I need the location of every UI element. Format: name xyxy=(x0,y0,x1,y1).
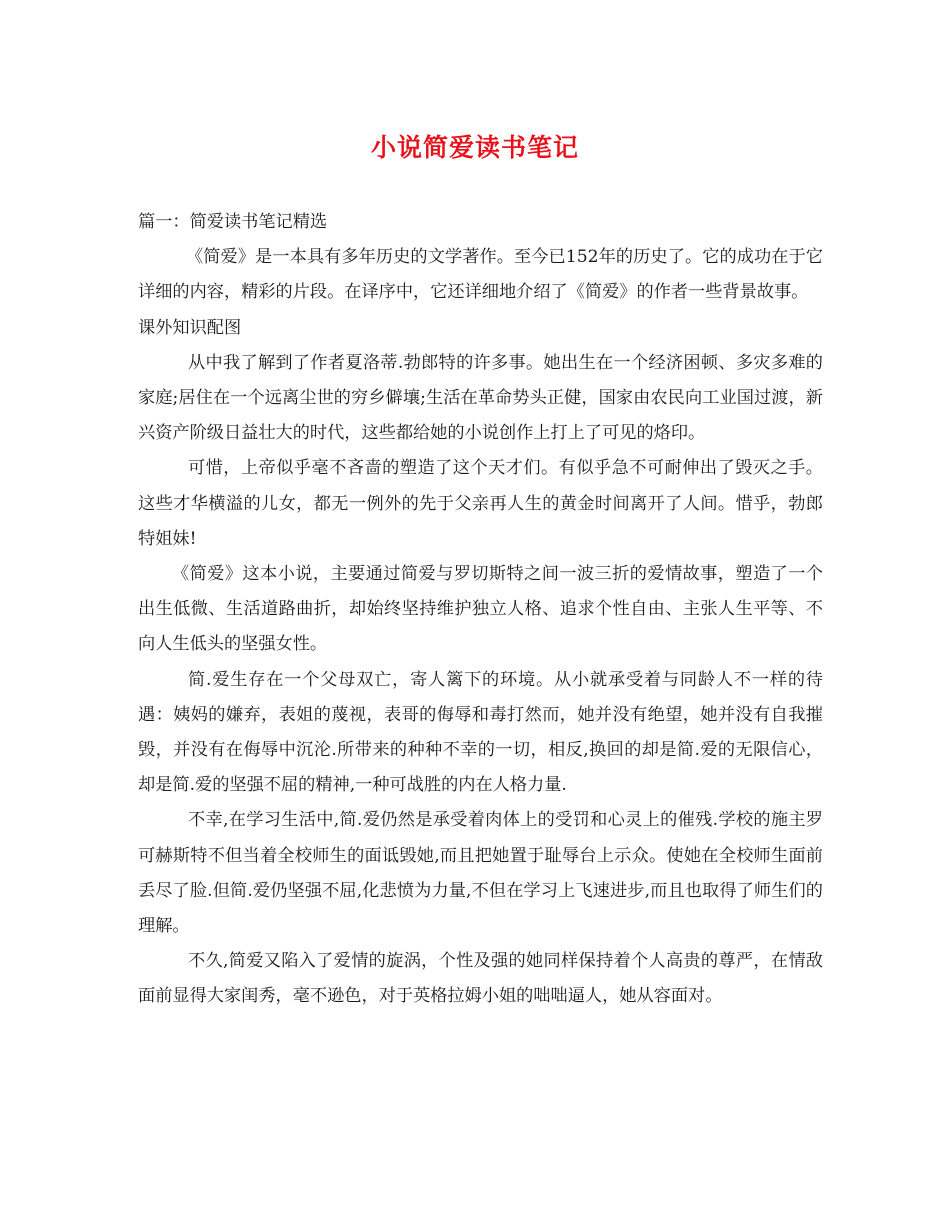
paragraph-7: 不久,简爱又陷入了爱情的旋涡，个性及强的她同样保持着个人高贵的尊严，在情敌面前显得大家闺秀，毫不逊色，对于英格拉姆小姐的咄咄逼人，她从容面对。 xyxy=(138,951,823,1007)
paragraph-6: 不幸,在学习生活中,简.爱仍然是承受着肉体上的受罚和心灵上的催残.学校的施主罗可赫斯特不但当着全校师生的面诋毁她,而且把她置于耻辱台上示众。使她在全校师生面前丢尽了脸.但简.爱仍坚强不屈,化悲愤为力量,不但在学习上飞速进步,而且也取得了师生们的理解。 xyxy=(138,810,823,937)
paragraph-1: 《简爱》是一本具有多年历史的文学著作。至今已152年的历史了。它的成功在于它详细的内容，精彩的片段。在译序中，它还详细地介绍了《简爱》的作者一些背景故事。 xyxy=(138,247,823,303)
subheading-image-caption: 课外知识配图 xyxy=(138,317,242,338)
section-heading: 篇一：简爱读书笔记精选 xyxy=(138,212,328,232)
document-title: 小说简爱读书笔记 xyxy=(370,133,579,162)
paragraph-4: 《简爱》这本小说，主要通过简爱与罗切斯特之间一波三折的爱情故事，塑造了一个出生低微、生活道路曲折，却始终坚持维护独立人格、追求个性自由、主张人生平等、不向人生低头的坚强女性。 xyxy=(138,564,823,655)
document-body xyxy=(138,205,823,1015)
paragraph-5: 简.爱生存在一个父母双亡，寄人篱下的环境。从小就承受着与同龄人不一样的待遇：姨妈的嫌弃，表姐的蔑视，表哥的侮辱和毒打然而，她并没有绝望，她并没有自我摧毁，并没有在侮辱中沉沦.所带来的种种不幸的一切，相反,换回的却是简.爱的无限信心，却是简.爱的坚强不屈的精神,一种可战胜的内在人格力量. xyxy=(138,669,823,796)
paragraph-3: 可惜，上帝似乎毫不吝啬的塑造了这个天才们。有似乎急不可耐伸出了毁灭之手。这些才华横溢的儿女，都无一例外的先于父亲再人生的黄金时间离开了人间。惜乎，勃郎特姐妹! xyxy=(138,458,823,549)
paragraph-2: 从中我了解到了作者夏洛蒂.勃郎特的许多事。她出生在一个经济困顿、多灾多难的家庭;居住在一个远离尘世的穷乡僻壤;生活在革命势头正健，国家由农民向工业国过渡，新兴资产阶级日益壮大的时代，这些都给她的小说创作上打上了可见的烙印。 xyxy=(138,352,823,444)
